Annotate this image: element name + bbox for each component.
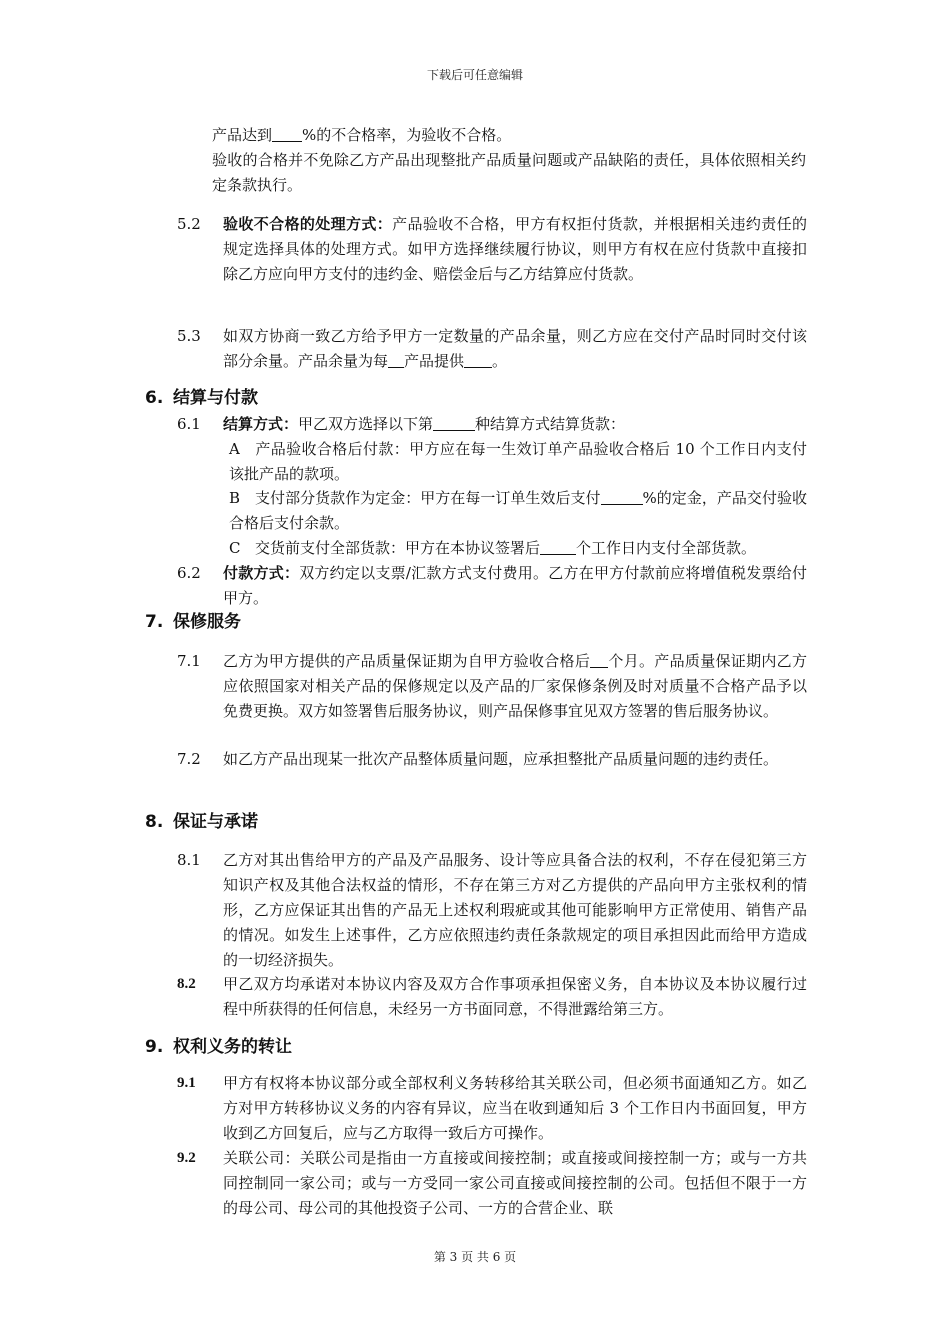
clause-number: 7.1 <box>177 652 201 670</box>
clause-number: 8.2 <box>177 976 196 992</box>
blank-field <box>433 416 475 431</box>
option-b: B 支付部分货款作为定金：甲方在每一订单生效后支付 %的定金，产品交付验收合格后支付余款。 <box>229 486 807 536</box>
section-heading-9: 9. 权利义务的转让 <box>145 1037 292 1057</box>
clause-number: 8.1 <box>177 851 201 869</box>
section-heading-7: 7. 保修服务 <box>145 612 241 632</box>
clause-lead: 付款方式： <box>223 564 300 582</box>
blank-field <box>464 353 492 368</box>
blank-field <box>272 127 302 142</box>
page-header: 下载后可任意编辑 <box>426 68 523 82</box>
clause-lead: 验收不合格的处理方式： <box>223 215 393 233</box>
section-heading-6: 6. 结算与付款 <box>145 388 258 408</box>
clause-number: 7.2 <box>177 750 201 768</box>
option-a: A 产品验收合格后付款：甲方应在每一生效订单产品验收合格后 10 个工作日内支付该批产品的款项。 <box>229 437 807 487</box>
document-page: 下载后可任意编辑 产品达到 %的不合格率，为验收不合格。 验收的合格并不免除乙方产品出现整批产品质量问题或产品缺陷的责任，具体依照相关约定条款执行。 5.2 验收不合格的处理方式：产品验收不合格，甲方有权拒付货款，并根据相关违约责任的规定选择具体的处理方式。如甲方选择继续履行协议，则甲方有权在应付货款中直接扣除乙方应向甲方支付的违约金、赔偿金后与乙方结算应付货款。 5.3 如双方协商一致乙方给予甲方一定数量的产品余量，则乙方应在交付产品时同时交付该部分余量。产品余量为每 产品提供 。 6. 结算与付款 6.1 结算方式：甲乙双方选择以下第 种结算方式结算货款： A 产品验收合格后付款：甲方应在每一生效订单产品验收合格后 10 个工作日内支付该批产品的款项。 B 支付部分货款作为定金：甲方在每一订单生效后支付 %的定金，产品交付验收合格后支付余款。 C 交货前支付全部货款：甲方在本协议签署后 个工作日内支付全部货款。 6.2 付款方式：双方约定以支票/汇款方式支付费用。乙方在甲方付款前应将增值税发票给付甲方。 7. 保修服务 7.1 乙方为甲方提供的产品质量保证期为自甲方验收合格后 个月。产品质量保证期内乙方应依照国家对相关产品的保修规定以及产品的厂家保修条例及时对质量不合格产品予以免费更换。双方如签署售后服务协议，则产品保修事宜见双方签署的售后服务协议。 7.2 如乙方产品出现某一批次产品整体质量问题，应承担整批产品质量问题的违约责任。 8. 保证与承诺 8.1 乙方对其出售给甲方的产品及产品服务、设计等应具备合法的权利，不存在侵犯第三方知识产权及其他合法权益的情形，不存在第三方对乙方提供的产品向甲方主张权利的情形，乙方应保证其出售的产品无上述权利瑕疵或其他可能影响甲方正常使用、销售产品的情况。如发生上述事件，乙方应依照违约责任条款规定的项目承担因此而给甲方造成的一切经济损失。 8.2 甲乙双方均承诺对本协议内容及双方合作事项承担保密义务，自本协议及本协议履行过程中所获得的任何信息，未经另一方书面同意，不得泄露给第三方。 9. 权利义务的转让 9.1 甲方有权将本协议部分或全部权利义务转移给其关联公司，但必须书面通知乙方。如乙方对甲方转移协议义务的内容有异议，应当在收到通知后 3 个工作日内书面回复，甲方收到乙方回复后，应与乙方取得一致后方可操作。 9.2 关联公司：关联公司是指由一方直接或间接控制；或直接或间接控制一方；或与一方共同控制同一家公司；或与一方受同一家公司直接或间接控制的公司。包括但不限于一方的母公司、母公司的其他投资子公司、一方的合营企业、联 第 3 页 共 6 页 <box>0 0 950 1344</box>
clause-number: 5.2 <box>177 215 201 233</box>
continuation-paragraph-1: 产品达到 %的不合格率，为验收不合格。 <box>212 126 512 144</box>
section-heading-8: 8. 保证与承诺 <box>145 812 258 832</box>
option-c: C 交货前支付全部货款：甲方在本协议签署后 个工作日内支付全部货款。 <box>229 536 807 561</box>
clause-number: 6.1 <box>177 415 201 433</box>
clause-number: 6.2 <box>177 564 201 582</box>
option-letter: C <box>229 539 241 557</box>
continuation-paragraph-2: 验收的合格并不免除乙方产品出现整批产品质量问题或产品缺陷的责任，具体依照相关约定条款执行。 <box>212 151 806 194</box>
page-footer: 第 3 页 共 6 页 <box>433 1250 517 1264</box>
blank-field <box>590 653 608 668</box>
clause-number: 5.3 <box>177 327 201 345</box>
option-letter: A <box>229 440 240 458</box>
clause-number: 9.1 <box>177 1075 196 1091</box>
clause-lead: 结算方式： <box>223 415 299 433</box>
clause-number: 9.2 <box>177 1150 196 1166</box>
blank-field <box>601 490 643 505</box>
blank-field <box>540 540 576 555</box>
blank-field <box>388 353 404 368</box>
option-letter: B <box>229 489 241 507</box>
